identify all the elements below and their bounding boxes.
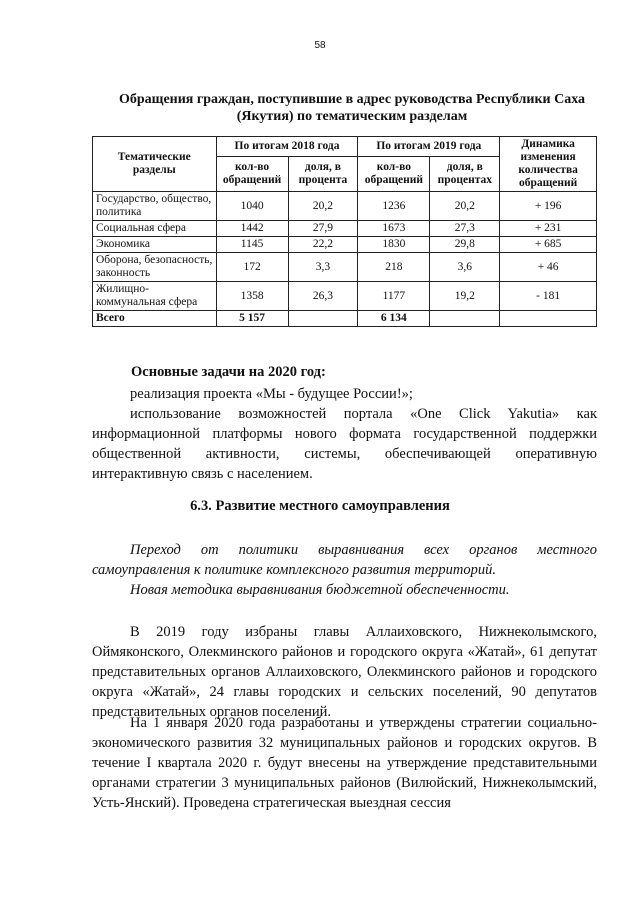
row-share-2018: 20,2 (288, 192, 358, 221)
total-share-2019-empty (430, 311, 500, 327)
subheader-share-2019: доля, в процентах (430, 156, 500, 191)
row-dynamics: - 181 (500, 282, 597, 311)
total-dynamics-empty (500, 311, 597, 327)
row-share-2018: 27,9 (288, 221, 358, 237)
row-dynamics: + 231 (500, 221, 597, 237)
row-topic: Жилищно-коммунальная сфера (93, 282, 217, 311)
body-paragraph: На 1 января 2020 года разработаны и утверждены стратегии социально-экономического развития 32 муниципальных районов и городских округов. В течение I квартала 2020 г. будут внесены на утверждение представительными органами стратегии 3 муниципальных районов (Вилюйский, Нижнеколымский, Усть-Янский). Проведена стратегическая выездная сессия (92, 715, 597, 811)
row-topic: Государство, общество, политика (93, 192, 217, 221)
total-count-2018: 5 157 (216, 311, 288, 327)
row-share-2019: 3,6 (430, 253, 500, 282)
row-share-2019: 20,2 (430, 192, 500, 221)
row-count-2018: 1358 (216, 282, 288, 311)
task-item: реализация проекта «Мы - будущее России!»; (130, 386, 413, 402)
header-2019: По итогам 2019 года (358, 137, 500, 157)
table-title: Обращения граждан, поступившие в адрес руководства Республики Саха (Якутия) по тематическим разделам (118, 92, 586, 124)
row-count-2019: 1673 (358, 221, 430, 237)
header-topic: Тематические разделы (93, 137, 217, 192)
row-share-2018: 3,3 (288, 253, 358, 282)
subheader-share-2018: доля, в процента (288, 156, 358, 191)
body-paragraph: В 2019 году избраны главы Аллаиховского, Нижнеколымского, Оймяконского, Олекминского районов и городского округа «Жатай», 61 депутат представительных органов Аллаиховского, Олекминского районов и городского округа «Жатай», 24 главы городских и сельских поселений, 90 депутатов представительных органов поселений. (92, 624, 597, 720)
subheader-count-2018: кол-во обращений (216, 156, 288, 191)
row-share-2018: 26,3 (288, 282, 358, 311)
row-count-2019: 1830 (358, 237, 430, 253)
appeals-table (92, 136, 597, 327)
table-row (93, 237, 597, 253)
subheader-count-2019: кол-во обращений (358, 156, 430, 191)
row-share-2019: 19,2 (430, 282, 500, 311)
italic-statement: Переход от политики выравнивания всех органов местного самоуправления к политике комплексного развития территорий. (92, 542, 597, 578)
header-dynamics: Динамика изменения количества обращений (500, 137, 597, 192)
total-label: Всего (93, 311, 217, 327)
tasks-title: Основные задачи на 2020 год: (131, 364, 326, 380)
row-count-2018: 1040 (216, 192, 288, 221)
row-share-2019: 27,3 (430, 221, 500, 237)
table-total-row (93, 311, 597, 327)
row-dynamics: + 196 (500, 192, 597, 221)
header-2018: По итогам 2018 года (216, 137, 358, 157)
table-row (93, 192, 597, 221)
row-count-2019: 1236 (358, 192, 430, 221)
row-count-2018: 172 (216, 253, 288, 282)
total-share-2018-empty (288, 311, 358, 327)
row-count-2018: 1442 (216, 221, 288, 237)
row-topic: Оборона, безопасность, законность (93, 253, 217, 282)
row-count-2018: 1145 (216, 237, 288, 253)
table-row (93, 221, 597, 237)
row-topic: Экономика (93, 237, 217, 253)
row-count-2019: 218 (358, 253, 430, 282)
row-share-2018: 22,2 (288, 237, 358, 253)
task-item: использование возможностей портала «One Click Yakutia» как информационной платформы нового формата государственной поддержки общественной активности, системы, обеспечивающей оперативную интерактивную связь с населением. (92, 406, 597, 482)
table-row (93, 253, 597, 282)
italic-statement: Новая методика выравнивания бюджетной обеспеченности. (130, 582, 510, 598)
row-share-2019: 29,8 (430, 237, 500, 253)
row-topic: Социальная сфера (93, 221, 217, 237)
total-count-2019: 6 134 (358, 311, 430, 327)
row-count-2019: 1177 (358, 282, 430, 311)
table-header-row (93, 137, 597, 157)
page-number: 58 (314, 40, 326, 51)
section-title: 6.3. Развитие местного самоуправления (190, 498, 450, 514)
row-dynamics: + 685 (500, 237, 597, 253)
table-row (93, 282, 597, 311)
row-dynamics: + 46 (500, 253, 597, 282)
